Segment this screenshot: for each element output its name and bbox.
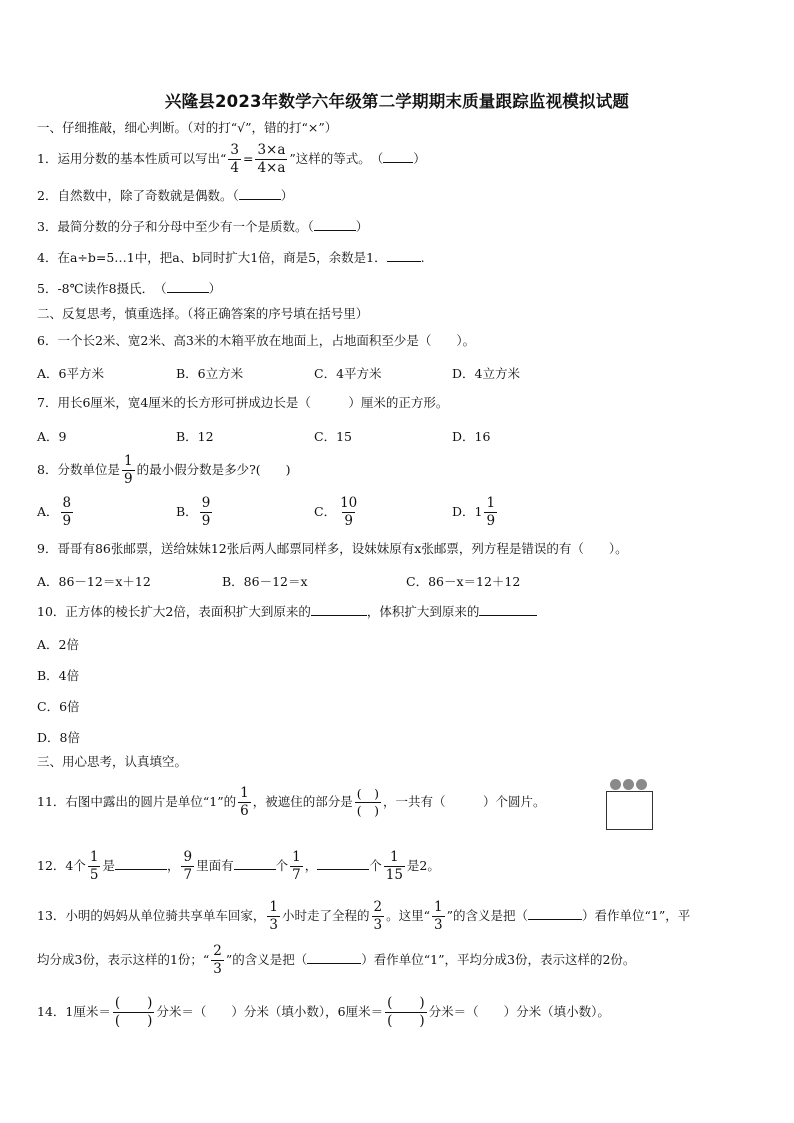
section-1-heading: 一、仔细推敲，细心判断。（对的打“√”，错的打“×”） xyxy=(37,120,338,135)
q7-option-d[interactable]: D．16 xyxy=(452,429,491,444)
q10-blank-1[interactable] xyxy=(311,603,367,616)
question-5 xyxy=(37,280,221,297)
q9-option-c[interactable]: C．86－x＝12＋12 xyxy=(406,574,521,589)
q1-fraction-left: $\frac{3}{4}$ xyxy=(230,142,239,176)
q12-blank-1[interactable] xyxy=(115,857,167,870)
q14-blank-fraction-2[interactable]: $\frac{( )}{( )}$ xyxy=(387,995,425,1029)
q1-text-post: ”这样的等式。 （ xyxy=(289,151,384,166)
q1-fraction-right: $\frac{3\times a}{4\times a}$ xyxy=(257,142,286,176)
question-8 xyxy=(37,453,291,487)
question-6: 6．一个长2米、宽2米、高3米的木箱平放在地面上，占地面积至少是（ ）。 xyxy=(37,333,476,348)
q6-option-c[interactable]: C．4平方米 xyxy=(314,366,382,381)
q1-text-end: ） xyxy=(413,151,426,166)
q5-text-end: ） xyxy=(208,281,222,296)
q1-text-pre: 1．运用分数的基本性质可以写出“ xyxy=(37,151,227,166)
q5-answer-blank[interactable] xyxy=(167,280,209,293)
q3-answer-blank[interactable] xyxy=(314,218,356,231)
q8-text-post: 的最小假分数是多少?( ) xyxy=(136,462,291,477)
q8-option-a[interactable]: A． $\frac{8}{9}$ xyxy=(37,495,72,529)
q6-option-b[interactable]: B．6立方米 xyxy=(176,366,244,381)
q11-text-pre: 11．右图中露出的圆片是单位“1”的 xyxy=(37,794,237,809)
q1-answer-blank[interactable] xyxy=(383,150,413,163)
q8-option-b[interactable]: B． $\frac{9}{9}$ xyxy=(176,495,211,529)
q8-option-d[interactable]: D．1 $\frac{1}{9}$ xyxy=(452,495,496,529)
question-14: 14．1厘米＝ $\frac{( )}{( )}$ 分米＝（ ）分米（填小数），6厘米＝ $\frac{( )}{( )}$ 分米＝（ ）分米（填小数）。 xyxy=(37,995,610,1029)
q7-option-c[interactable]: C．15 xyxy=(314,429,352,444)
q10-option-b[interactable]: B．4倍 xyxy=(37,668,80,683)
q11-fraction: $\frac{1}{6}$ xyxy=(240,785,249,819)
q8-fraction: $\frac{1}{9}$ xyxy=(123,453,133,487)
q3-text-end: ） xyxy=(355,219,369,234)
q9-option-a[interactable]: A．86－12＝x＋12 xyxy=(37,574,151,589)
section-2-heading: 二、反复思考，慎重选择。（将正确答案的序号填在括号里） xyxy=(37,306,369,321)
section-3-heading: 三、用心思考，认真填空。 xyxy=(37,754,188,769)
q1-equals: = xyxy=(242,151,254,166)
q6-option-d[interactable]: D．4立方米 xyxy=(452,366,520,381)
question-11 xyxy=(37,784,546,820)
q5-text: 5．-8℃读作8摄氏． （ xyxy=(37,281,167,296)
q10-blank-2[interactable] xyxy=(479,603,537,616)
q2-text: 2．自然数中，除了奇数就是偶数。（ xyxy=(37,188,239,203)
question-13: 13．小明的妈妈从单位骑共享单车回家， $\frac{1}{3}$ 小时走了全程的 $\frac{2}{3}$ 。这里“ $\frac{1}{3}$ ”的含义是把（ ）看作单位“1”，平 xyxy=(37,899,691,933)
question-7: 7．用长6厘米，宽4厘米的长方形可拼成边长是（ ）厘米的正方形。 xyxy=(37,395,449,410)
q10-option-a[interactable]: A．2倍 xyxy=(37,637,79,652)
q11-blank-fraction[interactable]: $\frac{( )}{( )}$ xyxy=(356,786,380,818)
q11-text-post: ，一共有（ ）个圆片。 xyxy=(383,794,546,809)
disc-3 xyxy=(636,779,647,790)
q8-option-c[interactable]: C． $\frac{10}{9}$ xyxy=(314,495,358,529)
q9-option-b[interactable]: B．86－12＝x xyxy=(222,574,308,589)
page-title: 兴隆县2023年数学六年级第二学期期末质量跟踪监视模拟试题 xyxy=(164,92,630,111)
cover-box xyxy=(606,791,653,830)
q4-text-end: . xyxy=(420,250,425,265)
q7-option-b[interactable]: B．12 xyxy=(176,429,214,444)
q4-text: 4．在a÷b=5…1中，把a、b同时扩大1倍，商是5，余数是1． xyxy=(37,250,387,265)
q7-option-a[interactable]: A．9 xyxy=(37,429,67,444)
question-2 xyxy=(37,187,293,204)
q8-text-pre: 8．分数单位是 xyxy=(37,462,120,477)
q12-blank-2[interactable] xyxy=(234,857,276,870)
question-9: 9．哥哥有86张邮票，送给妹妹12张后两人邮票同样多，设妹妹原有x张邮票，列方程是错误的有（ ）。 xyxy=(37,541,628,556)
question-4 xyxy=(37,249,425,266)
q4-answer-blank[interactable] xyxy=(387,249,421,262)
q11-text-mid: ，被遮住的部分是 xyxy=(252,794,353,809)
q13-blank-1[interactable] xyxy=(528,907,582,920)
disc-1 xyxy=(610,779,621,790)
question-13-line-2: 均分成3份，表示这样的1份；“ $\frac{2}{3}$ ”的含义是把（ ）看作单位“1”，平均分成3份，表示这样的2份。 xyxy=(37,943,636,977)
q10-option-d[interactable]: D．8倍 xyxy=(37,730,80,745)
question-10 xyxy=(37,603,537,620)
q10-text-1: 10．正方体的棱长扩大2倍，表面积扩大到原来的 xyxy=(37,604,311,619)
q13-blank-2[interactable] xyxy=(307,951,361,964)
question-12: 12．4个 $\frac{1}{5}$ 是 ， $\frac{9}{7}$ 里面有 个 $\frac{1}{7}$ ， 个 $\frac{1}{15}$ 是2。 xyxy=(37,849,440,883)
question-3 xyxy=(37,218,368,235)
q3-text: 3．最简分数的分子和分母中至少有一个是质数。（ xyxy=(37,219,314,234)
q10-text-2: ，体积扩大到原来的 xyxy=(366,604,480,619)
disc-2 xyxy=(623,779,634,790)
q2-text-end: ） xyxy=(280,188,294,203)
question-1 xyxy=(37,142,426,176)
q2-answer-blank[interactable] xyxy=(239,187,281,200)
q14-blank-fraction-1[interactable]: $\frac{( )}{( )}$ xyxy=(114,995,153,1029)
q10-option-c[interactable]: C．6倍 xyxy=(37,699,80,714)
q6-option-a[interactable]: A．6平方米 xyxy=(37,366,104,381)
q12-blank-3[interactable] xyxy=(317,857,369,870)
